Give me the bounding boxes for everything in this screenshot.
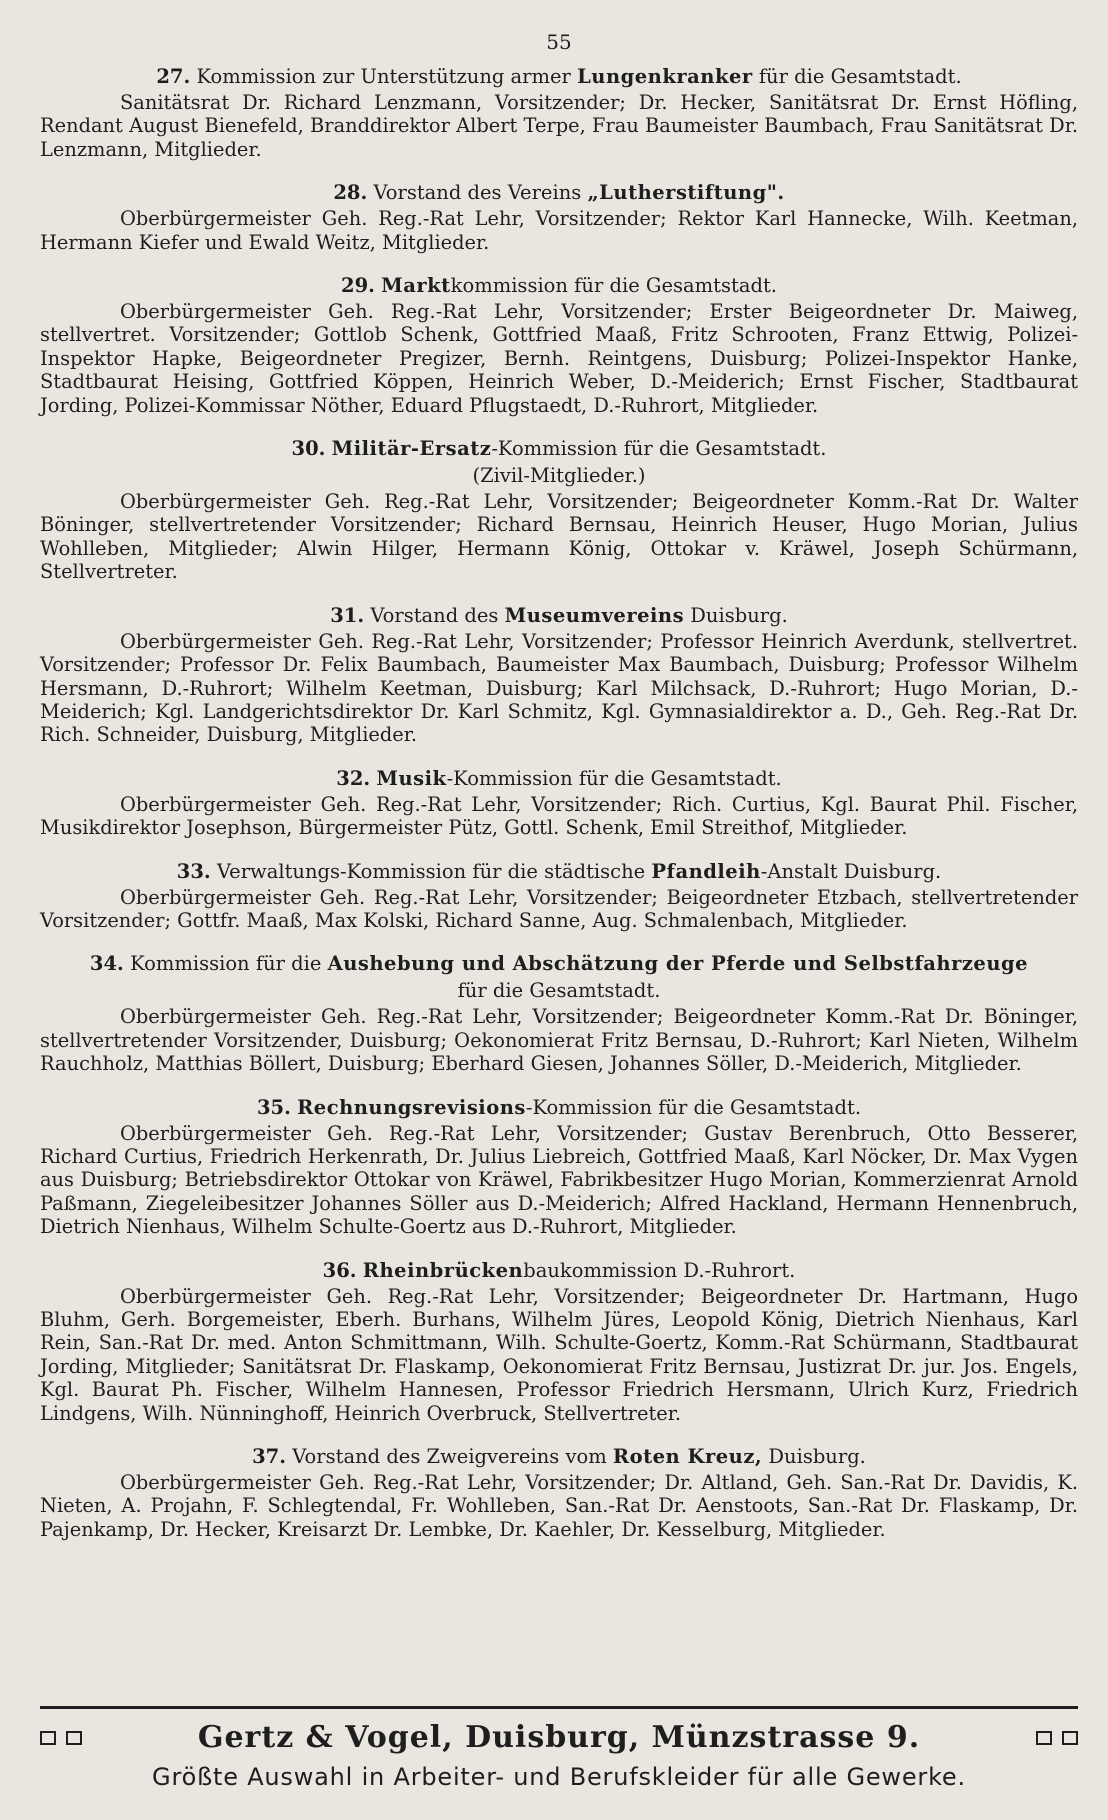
entry-title-emphasis: „Lutherstiftung". — [587, 181, 785, 205]
entry-title — [40, 603, 1078, 628]
entry-number: 33. — [176, 859, 211, 883]
entry-title-post: -Kommission für die Gesamtstadt. — [446, 766, 782, 790]
entry-title-post: -Kommission für die Gesamtstadt. — [525, 1095, 862, 1119]
entry-title-post: Duisburg. — [768, 1445, 866, 1469]
entry-28 — [40, 180, 1078, 254]
entry-number: 29. — [341, 274, 375, 298]
entry-body: Oberbürgermeister Geh. Reg.-Rat Lehr, Vorsitzender; Dr. Altland, Geh. San.-Rat Dr. Davidis, K. Nieten, A. Projahn, F. Schlegtendal, Fr. Wohlleben, San.-Rat Dr. Aenstoots, San.-Rat Dr. Flaskamp, Dr. Pajenkamp, Dr. Hecker, Kreisarzt Dr. Lembke, Dr. Kaehler, Dr. Kesselburg, Mitglieder. — [40, 1471, 1078, 1541]
page-number: 55 — [546, 30, 572, 54]
entry-title-post: für die Gesamtstadt. — [758, 65, 962, 88]
entry-title-emphasis: Rheinbrücken — [362, 1258, 524, 1282]
entry-body: Oberbürgermeister Geh. Reg.-Rat Lehr, Vorsitzender; Beigeordneter Komm.-Rat Dr. Böninger, stellvertretender Vorsitzender, Duisburg; Oekonomierat Fritz Bernsau, D.-Ruhrort; Karl Nieten, Wilhelm Rauchholz, Matthias Böllert, Duisburg; Eberhard Giesen, Johannes Söller, D.-Meiderich, Mitglieder. — [40, 1005, 1078, 1076]
entry-32 — [40, 766, 1078, 840]
entry-body: Oberbürgermeister Geh. Reg.-Rat Lehr, Vorsitzender; Rich. Curtius, Kgl. Baurat Phil. Fischer, Musikdirektor Josephson, Bürgermeister Pütz, Gottl. Schenk, Emil Streithof, Mitglieder. — [40, 792, 1078, 840]
entry-title-post: kommission für die Gesamtstadt. — [450, 274, 777, 298]
square-ornament-icon — [1036, 1731, 1052, 1745]
entry-title-emphasis: Museumvereins — [504, 603, 685, 627]
entry-title — [40, 859, 1078, 884]
square-ornament-icon — [66, 1731, 82, 1745]
advertisement-tagline: Größte Auswahl in Arbeiter- und Berufskleider für alle Gewerke. — [152, 1763, 966, 1791]
entry-title-pre: Kommission für die — [130, 952, 322, 976]
entry-title — [40, 1095, 1078, 1120]
entry-30 — [40, 436, 1078, 584]
advertisement-headline: Gertz & Vogel, Duisburg, Münzstrasse 9. — [197, 1720, 921, 1755]
entry-title — [40, 766, 1078, 791]
entry-body: Oberbürgermeister Geh. Reg.-Rat Lehr, Vorsitzender; Beigeordneter Dr. Hartmann, Hugo Bluhm, Gerh. Borgemeister, Eberh. Burhans, Wilhelm Jüres, Leopold König, Dietrich Nienhaus, Karl Rein, San.-Rat Dr. med. Anton Schmittmann, Wilh. Schulte-Goertz, Komm.-Rat Schürmann, Stadtbaurat Jording, Mitglieder; Sanitätsrat Dr. Flaskamp, Oekonomierat Fritz Bernsau, Justizrat Dr. jur. Jos. Engels, Kgl. Baurat Ph. Fischer, Wilhelm Hannesen, Professor Friedrich Hersmann, Ulrich Kurz, Friedrich Lindgens, Wilh. Nünninghoff, Heinrich Overbruck, Stellvertreter. — [40, 1284, 1078, 1425]
entry-number: 36. — [322, 1258, 357, 1282]
entry-title-emphasis: Militär-Ersatz — [331, 437, 492, 461]
entry-title-emphasis: Aushebung und Abschätzung der Pferde und Selbstfahrzeuge — [327, 952, 1029, 976]
entry-title-post: -Anstalt Duisburg. — [760, 859, 942, 883]
square-ornament-icon — [40, 1731, 56, 1745]
entry-title — [40, 1444, 1078, 1469]
entry-title-post: baukommission D.-Ruhrort. — [523, 1258, 796, 1282]
entry-title — [40, 273, 1078, 298]
entry-title-pre: Verwaltungs-Kommission für die städtische — [216, 859, 646, 883]
entry-body: Oberbürgermeister Geh. Reg.-Rat Lehr, Vorsitzender; Erster Beigeordneter Dr. Maiweg, stellvertret. Vorsitzender; Gottlob Schenk, Gottfried Maaß, Fritz Schrooten, Franz Ettwig, Polizei-Inspektor Hapke, Beigeordneter Pregizer, Bernh. Reintgens, Duisburg; Polizei-Inspektor Hanke, Stadtbaurat Heising, Gottfried Köppen, Heinrich Weber, D.-Meiderich; Ernst Fischer, Stadtbaurat Jording, Polizei-Kommissar Nöther, Eduard Pflugstaedt, D.-Ruhrort, Mitglieder. — [40, 300, 1078, 417]
entry-title-post: -Kommission für die Gesamtstadt. — [491, 437, 827, 461]
entry-list — [40, 64, 1078, 1541]
entry-number: 35. — [256, 1095, 291, 1119]
entry-subtitle: für die Gesamtstadt. — [457, 979, 661, 1003]
entry-body: Oberbürgermeister Geh. Reg.-Rat Lehr, Vorsitzender; Gustav Berenbruch, Otto Besserer, Richard Curtius, Friedrich Herkenrath, Dr. Julius Liebreich, Gottfried Maaß, Karl Nöcker, Dr. Max Vygen aus Duisburg; Betriebsdirektor Ottokar von Kräwel, Fabrikbesitzer Hugo Morian, Kommerzienrat Arnold Paßmann, Ziegeleibesitzer Johannes Söller aus D.-Meiderich; Alfred Hackland, Hermann Hennenbruch, Dietrich Nienhaus, Wilhelm Schulte-Goertz aus D.-Ruhrort, Mitglieder. — [40, 1121, 1078, 1239]
entry-title-emphasis: Rechnungsrevisions — [297, 1095, 526, 1119]
entry-34 — [40, 951, 1078, 1075]
entry-number: 27. — [156, 65, 191, 88]
ornament-squares-left — [40, 1731, 82, 1745]
advertisement-headline-row — [40, 1720, 1078, 1755]
advertisement — [40, 1720, 1078, 1791]
entry-31 — [40, 603, 1078, 747]
entry-title-pre: Vorstand des Vereins — [373, 181, 582, 205]
entry-number: 32. — [336, 766, 371, 790]
entry-27 — [40, 64, 1078, 161]
entry-title-pre: Vorstand des Zweigvereins vom — [292, 1445, 607, 1469]
entry-title — [40, 1258, 1078, 1283]
entry-body: Oberbürgermeister Geh. Reg.-Rat Lehr, Vorsitzender; Beigeordneter Komm.-Rat Dr. Walter Böninger, stellvertretender Vorsitzender; Richard Bernsau, Heinrich Heuser, Hugo Morian, Julius Wohlleben, Mitglieder; Alwin Hilger, Hermann König, Ottokar v. Kräwel, Joseph Schürmann, Stellvertreter. — [40, 490, 1078, 584]
entry-number: 37. — [252, 1445, 287, 1469]
entry-body: Oberbürgermeister Geh. Reg.-Rat Lehr, Vorsitzender; Rektor Karl Hannecke, Wilh. Keetman, Hermann Kiefer und Ewald Weitz, Mitglieder. — [40, 207, 1078, 254]
entry-number: 28. — [333, 181, 368, 205]
entry-number: 34. — [89, 952, 124, 976]
entry-title-emphasis: Markt — [381, 274, 451, 298]
entry-title — [40, 436, 1078, 461]
entry-number: 30. — [291, 437, 326, 461]
entry-title-pre: Vorstand des — [370, 603, 499, 627]
square-ornament-icon — [1062, 1731, 1078, 1745]
entry-title — [40, 951, 1078, 976]
entry-title — [40, 64, 1078, 89]
entry-body: Sanitätsrat Dr. Richard Lenzmann, Vorsitzender; Dr. Hecker, Sanitätsrat Dr. Ernst Höfling, Rendant August Bienefeld, Branddirektor Albert Terpe, Frau Baumeister Baumbach, Frau Sanitätsrat Dr. Lenzmann, Mitglieder. — [40, 91, 1078, 161]
entry-35 — [40, 1095, 1078, 1239]
entry-29 — [40, 273, 1078, 417]
entry-title-emphasis: Musik — [376, 766, 447, 790]
ornament-squares-right — [1036, 1731, 1078, 1745]
entry-body: Oberbürgermeister Geh. Reg.-Rat Lehr, Vorsitzender; Professor Heinrich Averdunk, stellvertret. Vorsitzender; Professor Dr. Felix Baumbach, Baumeister Max Baumbach, Duisburg; Professor Wilhelm Hersmann, D.-Ruhrort; Wilhelm Keetman, Duisburg; Karl Milchsack, D.-Ruhrort; Hugo Morian, D.-Meiderich; Kgl. Landgerichtsdirektor Dr. Karl Schmitz, Kgl. Gymnasialdirektor a. D., Geh. Reg.-Rat Dr. Rich. Schneider, Duisburg, Mitglieder. — [40, 629, 1078, 747]
entry-33 — [40, 859, 1078, 933]
advertisement-divider — [40, 1706, 1078, 1709]
entry-title-emphasis: Pfandleih — [651, 859, 761, 883]
entry-36 — [40, 1258, 1078, 1425]
entry-title-post: Duisburg. — [690, 603, 788, 627]
entry-title-emphasis: Roten Kreuz, — [612, 1445, 763, 1469]
entry-subtitle: (Zivil-Mitglieder.) — [472, 464, 646, 488]
entry-body: Oberbürgermeister Geh. Reg.-Rat Lehr, Vorsitzender; Beigeordneter Etzbach, stellvertretender Vorsitzender; Gottfr. Maaß, Max Kolski, Richard Sanne, Aug. Schmalenbach, Mitglieder. — [40, 885, 1078, 932]
entry-title-pre: Kommission zur Unterstützung armer — [196, 65, 571, 88]
entry-37 — [40, 1444, 1078, 1541]
entry-number: 31. — [330, 603, 365, 627]
entry-title-emphasis: Lungenkranker — [577, 65, 753, 88]
entry-title — [40, 180, 1078, 205]
